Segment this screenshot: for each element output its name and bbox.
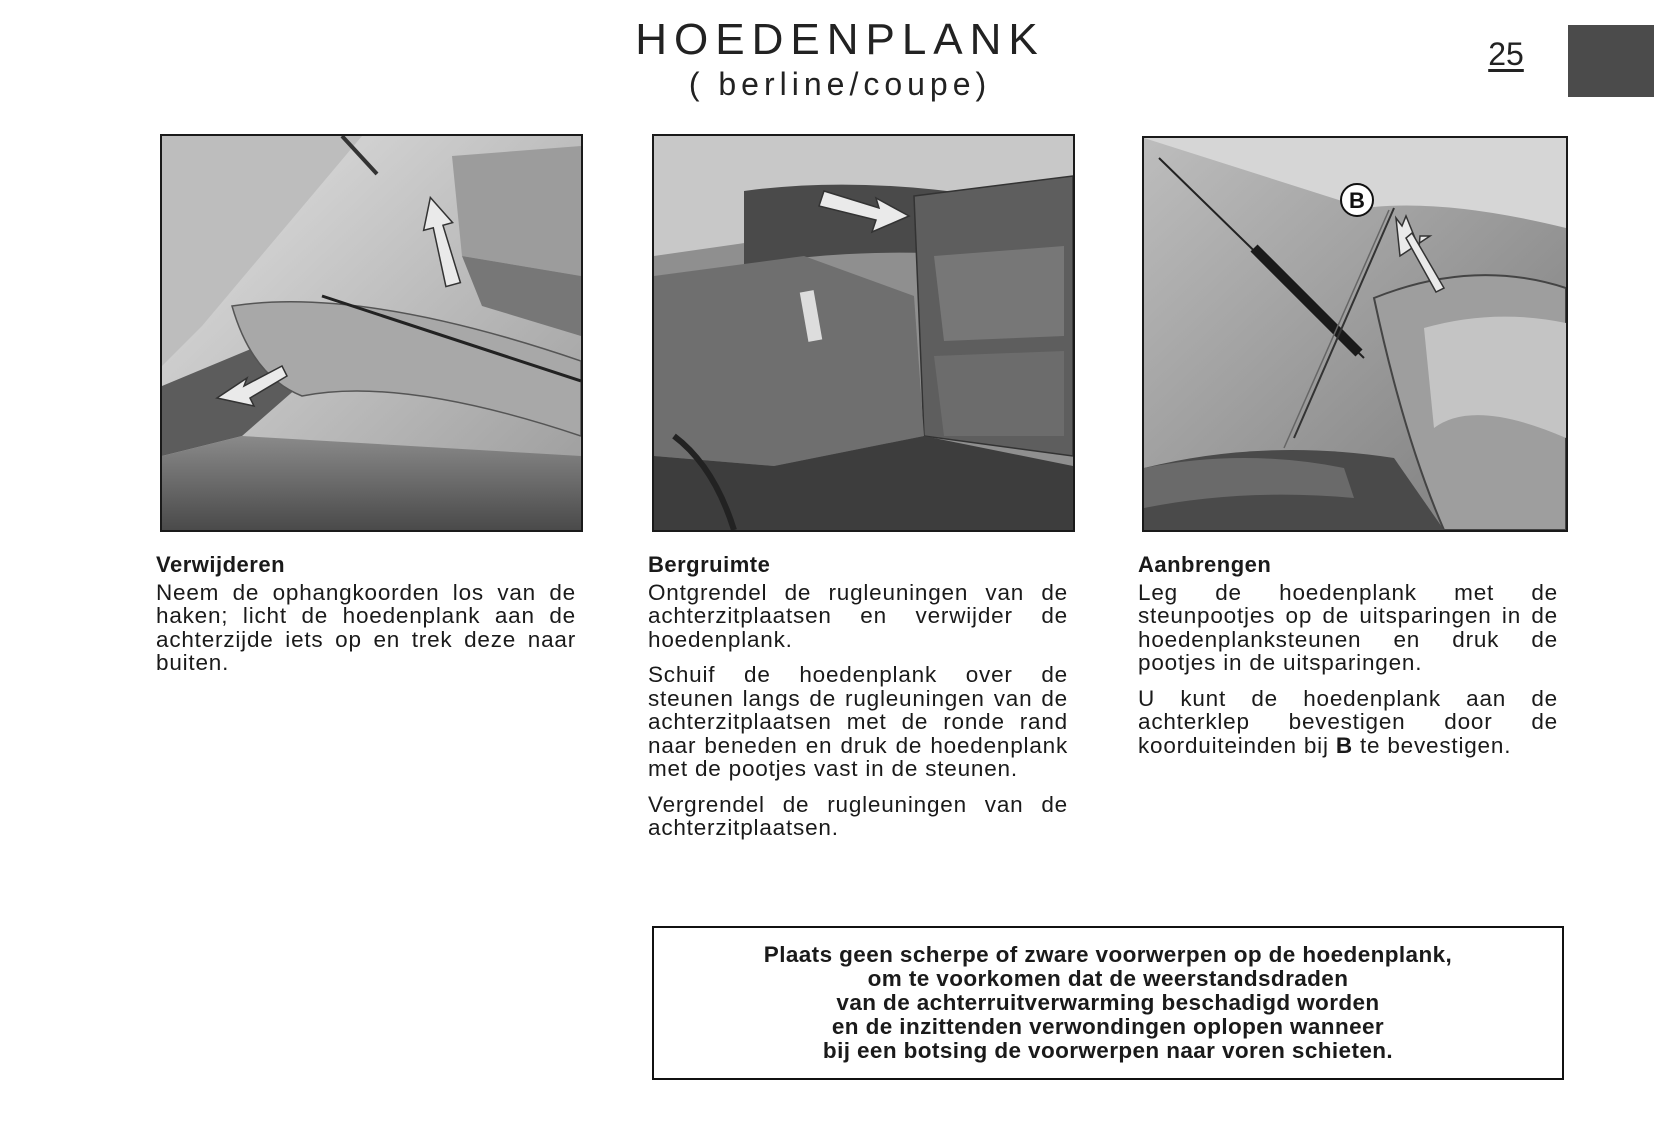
section-paragraph: Ontgrendel de rugleuningen van de achterzitplaatsen en verwijder de hoedenplank.: [648, 579, 1068, 652]
callout-b-label: B: [1349, 188, 1365, 213]
section-paragraph: Leg de hoedenplank met de steunpootjes op de uitsparingen in de hoedenplanksteunen en druk de pootjes in de uitsparingen.: [1138, 579, 1558, 675]
hat-shelf-mounting-illustration: [1144, 138, 1566, 530]
callout-reference: B: [1335, 732, 1353, 758]
page-title: HOEDENPLANK: [635, 15, 1045, 64]
warning-box: [652, 926, 1564, 1080]
section-mount: [1138, 553, 1558, 769]
page-subtitle: ( berline/coupe): [688, 66, 992, 102]
figure-storage: [652, 134, 1075, 532]
luggage-compartment-illustration: [654, 136, 1073, 530]
section-paragraph: Vergrendel de rugleuningen van de achterzitplaatsen.: [648, 791, 1068, 840]
section-storage: [648, 553, 1068, 852]
figure-remove: [160, 134, 583, 532]
figure-mount: [1142, 136, 1568, 532]
section-heading: Verwijderen: [156, 552, 286, 577]
section-paragraph: Neem de ophangkoorden los van de haken; licht de hoedenplank aan de achterzijde iets op en trek deze naar buiten.: [156, 579, 576, 675]
warning-text: Plaats geen scherpe of zware voorwerpen op de hoedenplank, om te voorkomen dat de weerstandsdraden van de achterruitverwarming beschadigd worden en de inzittenden verwondingen oplopen wanneer bij een botsing de voorwerpen naar voren schieten.: [763, 942, 1453, 1063]
hat-shelf-removal-illustration: [162, 136, 581, 530]
section-paragraph-with-callout: U kunt de hoedenplank aan de achterklep bevestigen door de koorduiteinden bij B te bevestigen.: [1138, 685, 1558, 758]
section-heading: Bergruimte: [648, 552, 771, 577]
section-remove: [156, 553, 576, 687]
section-heading: Aanbrengen: [1138, 552, 1272, 577]
section-tab: [1568, 25, 1654, 97]
page-number: 25: [1488, 36, 1524, 72]
section-paragraph: Schuif de hoedenplank over de steunen langs de rugleuningen van de achterzitplaatsen met de ronde rand naar beneden en druk de hoedenplank met de pootjes vast in de steunen.: [648, 662, 1068, 781]
